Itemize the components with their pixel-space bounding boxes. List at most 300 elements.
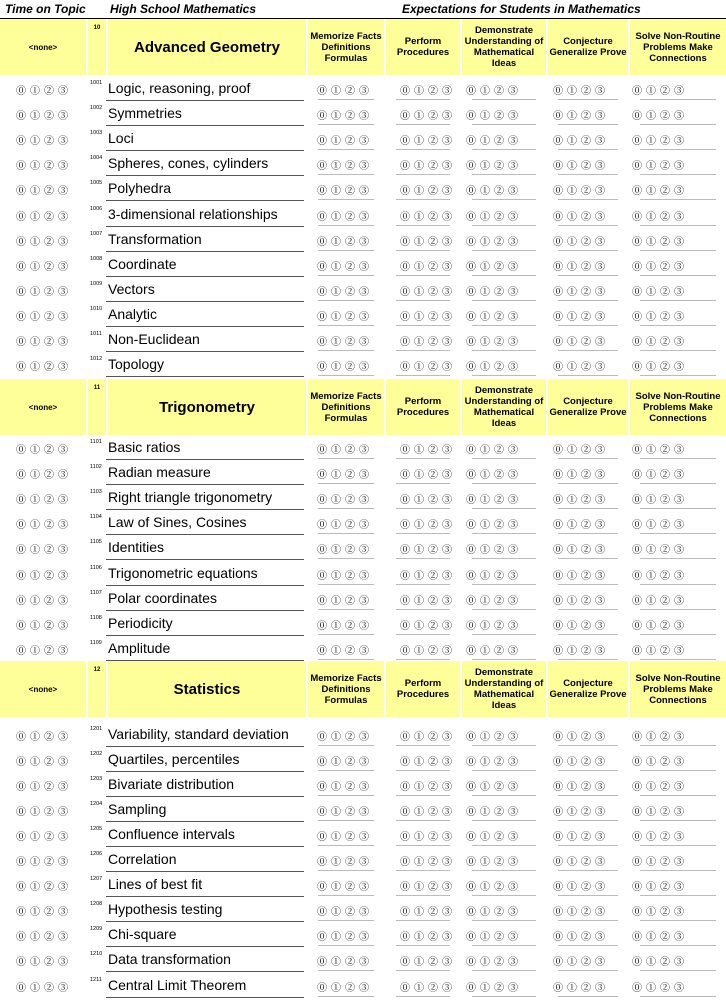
expectation-column-header: Conjecture Generalize Prove [548,19,628,75]
section-title: Statistics [108,661,306,717]
expectation-bubbles[interactable]: ⓪①②③ [553,982,609,994]
expectation-bubbles[interactable]: ⓪①②③ [632,286,688,298]
row-separator [640,350,716,351]
topic-row [0,460,726,485]
row-separator [318,199,374,200]
time-on-topic-bubbles[interactable]: ⓪①②③ [16,337,72,348]
expectation-bubbles[interactable]: ⓪①②③ [632,620,688,632]
expectation-bubbles[interactable]: ⓪①②③ [400,570,456,582]
expectation-bubbles[interactable]: ⓪①②③ [553,832,609,844]
row-separator [318,920,374,921]
topic-name: Chi-square [108,926,177,943]
expectation-bubbles[interactable]: ⓪①②③ [466,445,522,456]
row-separator [396,124,450,125]
row-separator [640,745,716,746]
row-separator [472,275,536,276]
topic-row [0,510,726,535]
time-on-topic-bubbles[interactable]: ⓪①②③ [16,857,72,869]
expectation-bubbles[interactable]: ⓪①②③ [466,286,522,298]
expectation-bubbles[interactable]: ⓪①②③ [317,620,373,632]
expectation-bubbles[interactable]: ⓪①②③ [400,932,456,944]
expectation-bubbles[interactable]: ⓪①②③ [400,495,456,507]
topic-row [0,822,726,847]
time-none-option[interactable]: <none> [0,19,86,75]
time-on-topic-bubbles[interactable]: ⓪①②③ [16,645,72,657]
topic-number: 1006 [90,205,103,212]
expectation-bubbles[interactable]: ⓪①②③ [466,261,522,273]
topic-number: 1003 [90,130,103,137]
expectation-bubbles[interactable]: ⓪①②③ [632,311,688,323]
expectation-bubbles[interactable]: ⓪①②③ [466,832,522,844]
row-separator [396,795,450,796]
expectation-bubbles[interactable]: ⓪①②③ [466,807,522,819]
topic-row [0,252,726,277]
row-separator [640,945,716,946]
expectation-bubbles[interactable]: ⓪①②③ [632,982,688,994]
expectation-bubbles[interactable]: ⓪①②③ [466,545,522,557]
row-separator [318,275,374,276]
time-on-topic-bubbles[interactable]: ⓪①②③ [16,211,72,223]
expectation-bubbles[interactable]: ⓪①②③ [400,186,456,198]
expectation-bubbles[interactable]: ⓪①②③ [466,211,522,223]
row-separator [318,99,374,100]
topic-number: 1102 [90,464,102,471]
expectation-bubbles[interactable]: ⓪①②③ [632,932,688,944]
expectation-bubbles[interactable]: ⓪①②③ [317,757,373,769]
expectation-bubbles[interactable]: ⓪①②③ [317,286,373,298]
expectation-column-header: Memorize Facts Definitions Formulas [308,379,384,435]
expectation-bubbles[interactable]: ⓪①②③ [466,645,522,657]
row-separator [558,558,618,559]
expectation-bubbles[interactable]: ⓪①②③ [400,136,456,148]
row-separator [640,199,716,200]
expectation-bubbles[interactable]: ⓪①②③ [400,807,456,819]
expectation-bubbles[interactable]: ⓪①②③ [632,857,688,869]
row-separator [396,458,450,459]
topic-number: 1002 [90,105,103,112]
expectation-bubbles[interactable]: ⓪①②③ [553,882,609,894]
time-on-topic-bubbles[interactable]: ⓪①②③ [16,186,72,198]
topic-row [0,101,726,126]
expectation-bubbles[interactable]: ⓪①②③ [632,445,688,456]
expectation-bubbles[interactable]: ⓪①②③ [553,732,609,743]
expectation-bubbles[interactable]: ⓪①②③ [317,807,373,819]
expectation-bubbles[interactable]: ⓪①②③ [632,337,688,348]
expectation-bubbles[interactable]: ⓪①②③ [317,111,373,123]
row-separator [396,870,450,871]
expectation-bubbles[interactable]: ⓪①②③ [400,545,456,557]
expectation-bubbles[interactable]: ⓪①②③ [553,932,609,944]
time-on-topic-bubbles[interactable]: ⓪①②③ [16,470,72,482]
expectation-bubbles[interactable]: ⓪①②③ [466,495,522,507]
row-separator [472,199,536,200]
expectation-bubbles[interactable]: ⓪①②③ [317,337,373,348]
row-separator [472,770,536,771]
expectation-bubbles[interactable]: ⓪①②③ [317,832,373,844]
expectation-bubbles[interactable]: ⓪①②③ [317,236,373,248]
topic-row [0,947,726,972]
topic-name: Analytic [108,305,158,322]
expectation-bubbles[interactable]: ⓪①②③ [553,957,609,969]
expectation-bubbles[interactable]: ⓪①②③ [553,111,609,123]
expectation-bubbles[interactable]: ⓪①②③ [632,261,688,273]
expectation-bubbles[interactable]: ⓪①②③ [400,470,456,482]
time-on-topic-bubbles[interactable]: ⓪①②③ [16,286,72,298]
expectation-bubbles[interactable]: ⓪①②③ [553,286,609,298]
expectation-bubbles[interactable]: ⓪①②③ [400,982,456,994]
topic-number: 1208 [90,901,103,908]
time-on-topic-bubbles[interactable]: ⓪①②③ [16,807,72,819]
expectation-bubbles[interactable]: ⓪①②③ [400,757,456,769]
row-separator [472,124,536,125]
row-separator [318,124,374,125]
expectation-bubbles[interactable]: ⓪①②③ [317,136,373,148]
row-separator [640,895,716,896]
topic-name: Symmetries [108,105,182,122]
expectation-bubbles[interactable]: ⓪①②③ [317,957,373,969]
expectation-bubbles[interactable]: ⓪①②③ [466,932,522,944]
expectation-bubbles[interactable]: ⓪①②③ [466,782,522,794]
expectation-bubbles[interactable]: ⓪①②③ [317,362,373,374]
expectation-bubbles[interactable]: ⓪①②③ [632,520,688,532]
expectation-bubbles[interactable]: ⓪①②③ [400,595,456,607]
expectation-bubbles[interactable]: ⓪①②③ [553,495,609,507]
expectation-bubbles[interactable]: ⓪①②③ [317,732,373,743]
row-separator [558,458,618,459]
expectation-bubbles[interactable]: ⓪①②③ [466,982,522,994]
expectation-bubbles[interactable]: ⓪①②③ [400,161,456,173]
expectation-bubbles[interactable]: ⓪①②③ [553,445,609,456]
expectation-bubbles[interactable]: ⓪①②③ [466,86,522,97]
expectation-bubbles[interactable]: ⓪①②③ [317,86,373,97]
expectation-bubbles[interactable]: ⓪①②③ [632,957,688,969]
expectation-bubbles[interactable]: ⓪①②③ [317,545,373,557]
topic-name: Sampling [108,801,167,818]
time-on-topic-bubbles[interactable]: ⓪①②③ [16,161,72,173]
expectation-bubbles[interactable]: ⓪①②③ [553,807,609,819]
expectation-bubbles[interactable]: ⓪①②③ [317,645,373,657]
row-separator [558,225,618,226]
expectation-bubbles[interactable]: ⓪①②③ [317,882,373,894]
expectation-bubbles[interactable]: ⓪①②③ [553,782,609,794]
row-separator [558,275,618,276]
time-on-topic-bubbles[interactable]: ⓪①②③ [16,620,72,632]
row-separator [472,659,536,660]
expectation-bubbles[interactable]: ⓪①②③ [400,782,456,794]
expectation-bubbles[interactable]: ⓪①②③ [632,236,688,248]
time-on-topic-bubbles[interactable]: ⓪①②③ [16,570,72,582]
expectation-bubbles[interactable]: ⓪①②③ [632,470,688,482]
expectation-bubbles[interactable]: ⓪①②③ [317,186,373,198]
time-on-topic-bubbles[interactable]: ⓪①②③ [16,136,72,148]
expectation-bubbles[interactable]: ⓪①②③ [466,236,522,248]
expectation-bubbles[interactable]: ⓪①②③ [466,757,522,769]
time-on-topic-bubbles[interactable]: ⓪①②③ [16,495,72,507]
time-on-topic-bubbles[interactable]: ⓪①②③ [16,236,72,248]
expectation-bubbles[interactable]: ⓪①②③ [632,186,688,198]
expectation-bubbles[interactable]: ⓪①②③ [632,645,688,657]
row-separator [396,275,450,276]
expectation-bubbles[interactable]: ⓪①②③ [400,620,456,632]
expectation-bubbles[interactable]: ⓪①②③ [632,807,688,819]
time-on-topic-bubbles[interactable]: ⓪①②③ [16,832,72,844]
expectation-bubbles[interactable]: ⓪①②③ [632,495,688,507]
expectation-bubbles[interactable]: ⓪①②③ [400,286,456,298]
expectation-bubbles[interactable]: ⓪①②③ [400,111,456,123]
row-separator [318,300,374,301]
row-separator [396,508,450,509]
topic-name: Logic, reasoning, proof [108,80,251,96]
time-on-topic-bubbles[interactable]: ⓪①②③ [16,907,72,919]
expectation-bubbles[interactable]: ⓪①②③ [317,520,373,532]
row-separator [318,225,374,226]
expectation-bubbles[interactable]: ⓪①②③ [553,595,609,607]
expectation-bubbles[interactable]: ⓪①②③ [466,857,522,869]
row-separator [472,795,536,796]
topic-row [0,561,726,586]
row-separator [396,584,450,585]
time-on-topic-bubbles[interactable]: ⓪①②③ [16,111,72,123]
expectation-bubbles[interactable]: ⓪①②③ [400,832,456,844]
row-separator [318,609,374,610]
expectation-bubbles[interactable]: ⓪①②③ [553,907,609,919]
expectation-bubbles[interactable]: ⓪①②③ [317,982,373,994]
expectation-bubbles[interactable]: ⓪①②③ [553,757,609,769]
time-on-topic-bubbles[interactable]: ⓪①②③ [16,86,72,97]
expectation-column-header: Solve Non-Routine Problems Make Connections [630,19,726,75]
expectation-bubbles[interactable]: ⓪①②③ [317,595,373,607]
expectation-bubbles[interactable]: ⓪①②③ [317,211,373,223]
expectation-bubbles[interactable]: ⓪①②③ [632,832,688,844]
expectation-bubbles[interactable]: ⓪①②③ [553,211,609,223]
expectation-bubbles[interactable]: ⓪①②③ [466,186,522,198]
expectation-column-header: Perform Procedures [386,379,460,435]
row-separator [396,659,450,660]
row-separator [396,375,450,376]
topic-number: 1202 [90,751,103,758]
row-separator [640,225,716,226]
expectation-bubbles[interactable]: ⓪①②③ [632,570,688,582]
time-on-topic-bubbles[interactable]: ⓪①②③ [16,445,72,456]
expectation-bubbles[interactable]: ⓪①②③ [400,957,456,969]
expectation-bubbles[interactable]: ⓪①②③ [466,161,522,173]
expectation-bubbles[interactable]: ⓪①②③ [317,570,373,582]
expectation-column-header: Solve Non-Routine Problems Make Connections [630,379,726,435]
expectation-bubbles[interactable]: ⓪①②③ [317,161,373,173]
expectation-bubbles[interactable]: ⓪①②③ [553,337,609,348]
expectation-column-header: Conjecture Generalize Prove [548,661,628,717]
row-separator [558,795,618,796]
expectation-bubbles[interactable]: ⓪①②③ [632,111,688,123]
expectation-bubbles[interactable]: ⓪①②③ [632,732,688,743]
expectation-bubbles[interactable]: ⓪①②③ [553,470,609,482]
expectation-bubbles[interactable]: ⓪①②③ [466,311,522,323]
expectation-bubbles[interactable]: ⓪①②③ [317,261,373,273]
expectation-bubbles[interactable]: ⓪①②③ [632,545,688,557]
topic-name: Hypothesis testing [108,901,223,918]
row-separator [318,533,374,534]
row-separator [558,533,618,534]
time-on-topic-bubbles[interactable]: ⓪①②③ [16,362,72,374]
expectation-bubbles[interactable]: ⓪①②③ [400,445,456,456]
expectation-bubbles[interactable]: ⓪①②③ [632,161,688,173]
time-on-topic-bubbles[interactable]: ⓪①②③ [16,261,72,273]
row-separator [396,920,450,921]
time-on-topic-bubbles[interactable]: ⓪①②③ [16,782,72,794]
expectation-bubbles[interactable]: ⓪①②③ [466,882,522,894]
row-separator [640,609,716,610]
expectation-bubbles[interactable]: ⓪①②③ [317,932,373,944]
expectation-bubbles[interactable]: ⓪①②③ [553,311,609,323]
row-separator [472,945,536,946]
expectation-bubbles[interactable]: ⓪①②③ [317,857,373,869]
row-separator [558,250,618,251]
topic-row [0,202,726,227]
time-on-topic-bubbles[interactable]: ⓪①②③ [16,957,72,969]
time-on-topic-bubbles[interactable]: ⓪①②③ [16,595,72,607]
row-separator [396,199,450,200]
topic-name: Loci [108,130,134,147]
topic-name: Identities [108,539,165,556]
time-on-topic-bubbles[interactable]: ⓪①②③ [16,757,72,769]
row-separator [396,149,450,150]
topic-number: 1101 [90,439,102,445]
expectation-column-header: Demonstrate Understanding of Mathematical Ideas [462,19,546,75]
expectation-bubbles[interactable]: ⓪①②③ [466,570,522,582]
expectation-bubbles[interactable]: ⓪①②③ [553,545,609,557]
topic-row [0,636,726,661]
expectation-bubbles[interactable]: ⓪①②③ [632,595,688,607]
topic-number: 1103 [90,489,102,496]
expectation-column-header: Perform Procedures [386,661,460,717]
topic-row [0,76,726,101]
time-on-topic-bubbles[interactable]: ⓪①②③ [16,882,72,894]
row-separator [558,945,618,946]
row-separator [640,250,716,251]
expectation-bubbles[interactable]: ⓪①②③ [632,882,688,894]
row-separator [472,325,536,326]
expectation-bubbles[interactable]: ⓪①②③ [553,362,609,374]
expectation-bubbles[interactable]: ⓪①②③ [553,161,609,173]
expectation-bubbles[interactable]: ⓪①②③ [553,520,609,532]
expectation-bubbles[interactable]: ⓪①②③ [466,907,522,919]
row-separator [396,745,450,746]
topic-number: 1211 [90,976,102,983]
expectation-bubbles[interactable]: ⓪①②③ [632,757,688,769]
expectation-bubbles[interactable]: ⓪①②③ [400,362,456,374]
expectation-bubbles[interactable]: ⓪①②③ [553,261,609,273]
expectation-bubbles[interactable]: ⓪①②③ [466,595,522,607]
expectation-bubbles[interactable]: ⓪①②③ [317,782,373,794]
expectation-bubbles[interactable]: ⓪①②③ [553,186,609,198]
expectation-bubbles[interactable]: ⓪①②③ [400,311,456,323]
row-separator [472,820,536,821]
expectation-bubbles[interactable]: ⓪①②③ [400,337,456,348]
expectation-bubbles[interactable]: ⓪①②③ [400,882,456,894]
expectations-title: Expectations for Students in Mathematics [402,2,641,16]
row-separator [472,250,536,251]
expectation-bubbles[interactable]: ⓪①②③ [632,136,688,148]
expectation-bubbles[interactable]: ⓪①②③ [553,570,609,582]
row-separator [640,300,716,301]
expectation-bubbles[interactable]: ⓪①②③ [553,236,609,248]
expectation-bubbles[interactable]: ⓪①②③ [400,907,456,919]
expectation-bubbles[interactable]: ⓪①②③ [466,337,522,348]
time-on-topic-bubbles[interactable]: ⓪①②③ [16,732,72,743]
row-separator [558,659,618,660]
topic-number: 1005 [90,180,103,187]
section-title: Advanced Geometry [108,19,306,75]
row-separator [318,870,374,871]
expectation-bubbles[interactable]: ⓪①②③ [400,236,456,248]
time-on-topic-bubbles[interactable]: ⓪①②③ [16,932,72,944]
expectation-bubbles[interactable]: ⓪①②③ [466,520,522,532]
expectation-bubbles[interactable]: ⓪①②③ [466,620,522,632]
time-none-option[interactable]: <none> [0,661,86,717]
row-separator [640,99,716,100]
expectation-bubbles[interactable]: ⓪①②③ [400,520,456,532]
row-separator [472,634,536,635]
expectation-bubbles[interactable]: ⓪①②③ [466,362,522,374]
expectation-bubbles[interactable]: ⓪①②③ [400,261,456,273]
time-on-topic-bubbles[interactable]: ⓪①②③ [16,520,72,532]
row-separator [640,659,716,660]
expectation-bubbles[interactable]: ⓪①②③ [632,362,688,374]
topic-name: Transformation [108,230,202,247]
expectation-bubbles[interactable]: ⓪①②③ [466,470,522,482]
expectation-bubbles[interactable]: ⓪①②③ [553,136,609,148]
expectation-bubbles[interactable]: ⓪①②③ [553,857,609,869]
expectation-bubbles[interactable]: ⓪①②③ [632,907,688,919]
time-none-option[interactable]: <none> [0,379,86,435]
expectation-bubbles[interactable]: ⓪①②③ [553,620,609,632]
row-separator [558,920,618,921]
time-on-topic-bubbles[interactable]: ⓪①②③ [16,982,72,994]
expectation-bubbles[interactable]: ⓪①②③ [317,495,373,507]
time-on-topic-bubbles[interactable]: ⓪①②③ [16,311,72,323]
expectation-bubbles[interactable]: ⓪①②③ [553,86,609,97]
expectation-bubbles[interactable]: ⓪①②③ [632,86,688,97]
row-separator [472,996,536,997]
expectation-bubbles[interactable]: ⓪①②③ [553,645,609,657]
expectation-bubbles[interactable]: ⓪①②③ [466,136,522,148]
row-separator [640,558,716,559]
expectation-bubbles[interactable]: ⓪①②③ [466,957,522,969]
expectation-bubbles[interactable]: ⓪①②③ [466,111,522,123]
expectation-bubbles[interactable]: ⓪①②③ [632,782,688,794]
expectation-bubbles[interactable]: ⓪①②③ [317,445,373,456]
topic-number: 1004 [90,155,103,162]
expectation-bubbles[interactable]: ⓪①②③ [317,470,373,482]
topic-name: Correlation [108,851,177,868]
expectation-bubbles[interactable]: ⓪①②③ [317,907,373,919]
topic-name: Non-Euclidean [108,331,200,347]
expectation-bubbles[interactable]: ⓪①②③ [632,211,688,223]
expectation-bubbles[interactable]: ⓪①②③ [466,732,522,743]
expectation-bubbles[interactable]: ⓪①②③ [400,732,456,743]
expectation-bubbles[interactable]: ⓪①②③ [317,311,373,323]
time-on-topic-bubbles[interactable]: ⓪①②③ [16,545,72,557]
expectation-bubbles[interactable]: ⓪①②③ [400,211,456,223]
expectation-bubbles[interactable]: ⓪①②③ [400,645,456,657]
expectation-bubbles[interactable]: ⓪①②③ [400,857,456,869]
row-separator [640,634,716,635]
row-separator [472,300,536,301]
expectation-bubbles[interactable]: ⓪①②③ [400,86,456,97]
row-separator [558,199,618,200]
row-separator [558,149,618,150]
row-separator [640,508,716,509]
